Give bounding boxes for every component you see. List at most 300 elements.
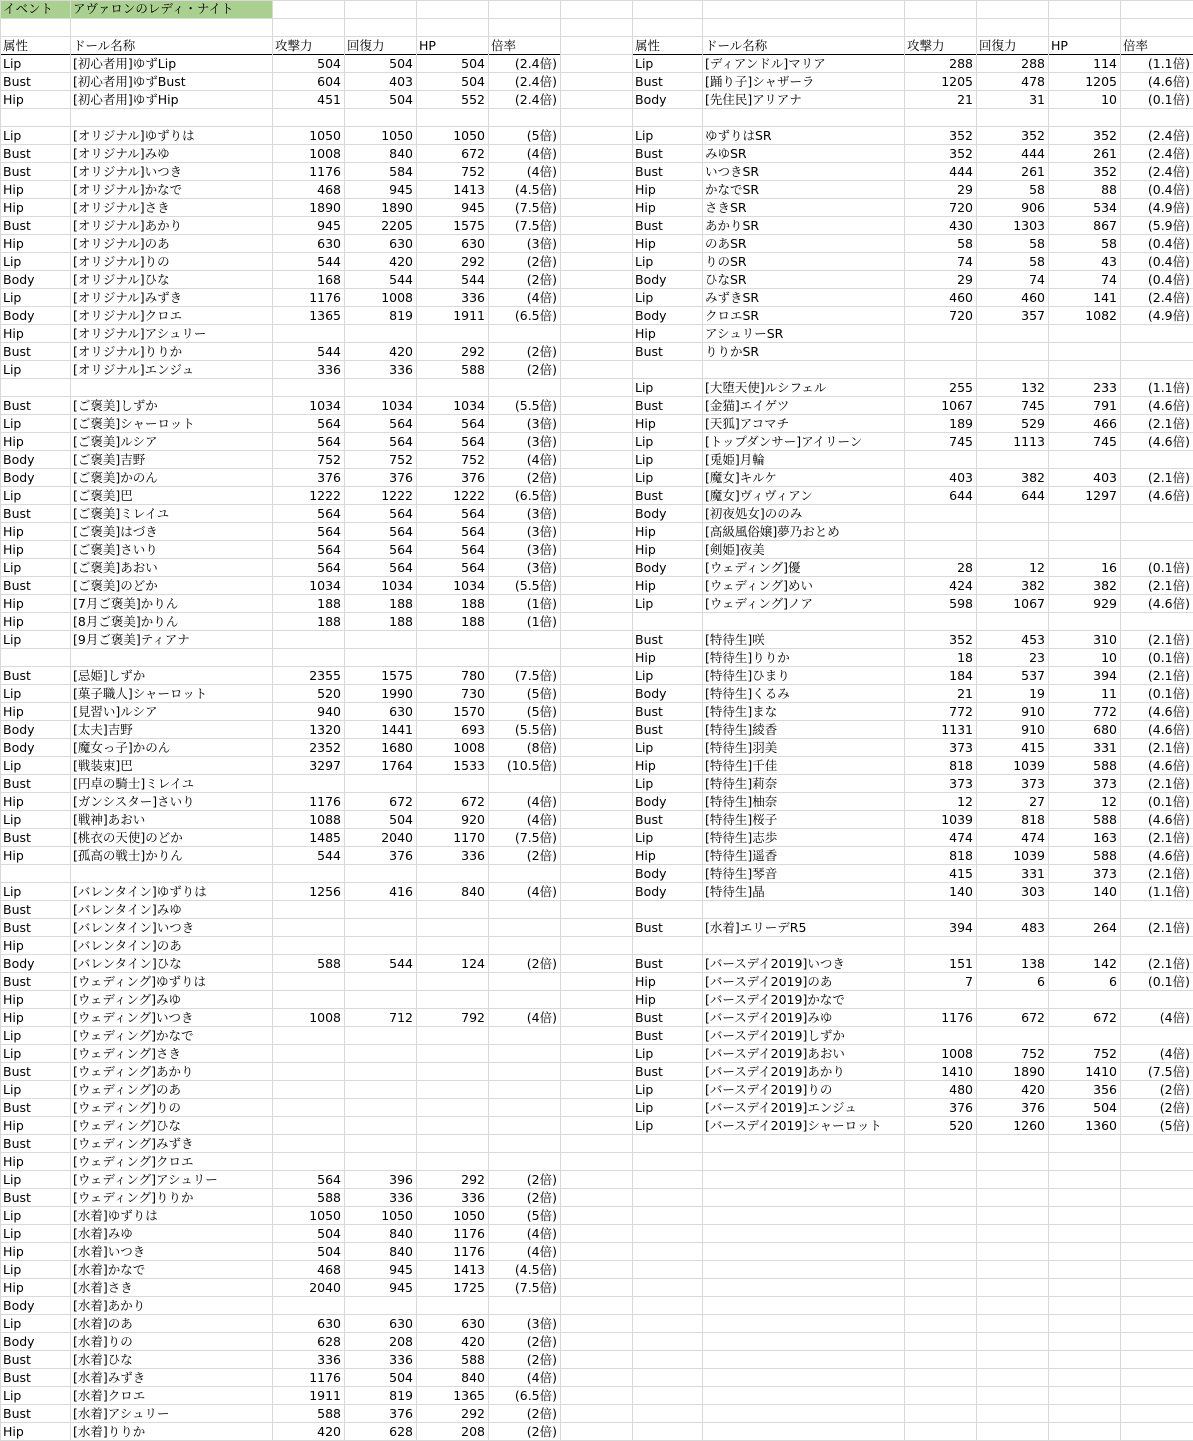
right-cell-doll-name[interactable]: [特待生]綾香 [705, 722, 778, 737]
left-cell-hp[interactable]: 840 [461, 884, 485, 899]
right-cell-recovery[interactable]: 331 [1021, 866, 1045, 881]
right-cell-recovery[interactable]: 1113 [1013, 434, 1045, 449]
left-cell-doll-name[interactable]: [ご褒美]シャーロット [73, 416, 195, 431]
left-cell-doll-name[interactable]: [オリジナル]あかり [73, 218, 183, 233]
left-cell-multiplier[interactable]: (2倍) [526, 254, 557, 269]
left-cell-recovery[interactable]: 2040 [381, 830, 413, 845]
right-cell-doll-name[interactable]: [水着]エリーデR5 [705, 920, 807, 935]
left-cell-multiplier[interactable]: (2.4倍) [514, 92, 557, 107]
left-cell-attack[interactable]: 520 [317, 686, 341, 701]
left-cell-attribute[interactable]: Hip [3, 200, 24, 215]
right-cell-multiplier[interactable]: (2.1倍) [1147, 776, 1190, 791]
left-cell-recovery[interactable]: 396 [389, 1172, 413, 1187]
left-cell-multiplier[interactable]: (2倍) [526, 1334, 557, 1349]
left-cell-recovery[interactable]: 819 [389, 308, 413, 323]
left-cell-hp[interactable]: 1365 [453, 1388, 485, 1403]
left-cell-hp[interactable]: 780 [461, 668, 485, 683]
left-cell-doll-name[interactable]: [水着]あかり [73, 1298, 146, 1313]
right-cell-hp[interactable]: 1297 [1085, 488, 1117, 503]
left-cell-multiplier[interactable]: (2倍) [526, 848, 557, 863]
left-cell-multiplier[interactable]: (4倍) [526, 812, 557, 827]
right-cell-recovery[interactable]: 444 [1021, 146, 1045, 161]
right-cell-recovery[interactable]: 672 [1021, 1010, 1045, 1025]
right-cell-recovery[interactable]: 910 [1021, 722, 1045, 737]
left-cell-doll-name[interactable]: [ご褒美]吉野 [73, 452, 146, 467]
right-cell-doll-name[interactable]: [特待生]ひまり [705, 668, 790, 683]
right-cell-attribute[interactable]: Bust [635, 146, 663, 161]
left-cell-multiplier[interactable]: (7.5倍) [514, 218, 557, 233]
left-cell-doll-name[interactable]: [桃衣の天使]のどか [73, 830, 183, 845]
left-cell-multiplier[interactable]: (7.5倍) [514, 1280, 557, 1295]
left-cell-attack[interactable]: 630 [317, 236, 341, 251]
left-cell-attack[interactable]: 588 [317, 956, 341, 971]
right-cell-recovery[interactable]: 1039 [1013, 758, 1045, 773]
right-cell-attribute[interactable]: Body [635, 560, 667, 575]
right-cell-doll-name[interactable]: [特待生]りりか [705, 650, 790, 665]
left-cell-hp[interactable]: 504 [461, 56, 485, 71]
right-cell-multiplier[interactable]: (0.1倍) [1147, 974, 1190, 989]
right-cell-attribute[interactable]: Bust [635, 398, 663, 413]
left-cell-hp[interactable]: 840 [461, 1370, 485, 1385]
right-cell-doll-name[interactable]: [魔女]ヴィヴィアン [705, 488, 813, 503]
left-cell-attack[interactable]: 1485 [309, 830, 341, 845]
left-cell-attribute[interactable]: Hip [3, 596, 24, 611]
right-cell-doll-name[interactable]: [特待生]柚奈 [705, 794, 778, 809]
left-cell-attack[interactable]: 1176 [309, 164, 341, 179]
right-cell-hp[interactable]: 745 [1093, 434, 1117, 449]
left-cell-doll-name[interactable]: [ウェディング]いつき [73, 1010, 194, 1025]
left-cell-doll-name[interactable]: [オリジナル]ひな [73, 272, 170, 287]
right-cell-recovery[interactable]: 818 [1021, 812, 1045, 827]
right-cell-doll-name[interactable]: アシュリーSR [705, 326, 784, 341]
left-cell-hp[interactable]: 588 [461, 362, 485, 377]
left-cell-attribute[interactable]: Bust [3, 776, 31, 791]
left-cell-multiplier[interactable]: (4倍) [526, 146, 557, 161]
left-cell-recovery[interactable]: 504 [389, 812, 413, 827]
left-cell-attribute[interactable]: Lip [3, 1172, 22, 1187]
right-cell-doll-name[interactable]: [バースデイ2019]いつき [705, 956, 845, 971]
left-cell-attack[interactable]: 588 [317, 1190, 341, 1205]
left-cell-attribute[interactable]: Hip [3, 182, 24, 197]
right-cell-attribute[interactable]: Lip [635, 254, 654, 269]
right-cell-hp[interactable]: 534 [1093, 200, 1117, 215]
left-cell-doll-name[interactable]: [7月ご褒美]かりん [73, 596, 179, 611]
left-cell-attribute[interactable]: Bust [3, 146, 31, 161]
left-header-multiplier[interactable]: 倍率 [488, 37, 560, 55]
right-cell-attack[interactable]: 1039 [941, 812, 973, 827]
right-cell-attack[interactable]: 1205 [941, 74, 973, 89]
right-cell-multiplier[interactable]: (4.6倍) [1147, 596, 1190, 611]
right-cell-recovery[interactable]: 910 [1021, 704, 1045, 719]
left-cell-attribute[interactable]: Lip [3, 1082, 22, 1097]
left-cell-recovery[interactable]: 1034 [381, 578, 413, 593]
right-cell-doll-name[interactable]: [特待生]羽美 [705, 740, 778, 755]
right-cell-attack[interactable]: 480 [949, 1082, 973, 1097]
right-cell-doll-name[interactable]: りりかSR [705, 344, 760, 359]
right-cell-doll-name[interactable]: みずきSR [705, 290, 760, 305]
left-cell-multiplier[interactable]: (8倍) [526, 740, 557, 755]
right-cell-recovery[interactable]: 382 [1021, 470, 1045, 485]
left-cell-doll-name[interactable]: [円卓の騎士]ミレイユ [73, 776, 195, 791]
left-cell-doll-name[interactable]: [水着]みゆ [73, 1226, 133, 1241]
right-cell-attack[interactable]: 28 [957, 560, 973, 575]
left-cell-doll-name[interactable]: [ウェディング]クロエ [73, 1154, 194, 1169]
left-cell-attribute[interactable]: Bust [3, 1352, 31, 1367]
right-cell-doll-name[interactable]: [魔女]キルケ [705, 470, 777, 485]
left-cell-attack[interactable]: 2352 [309, 740, 341, 755]
right-cell-recovery[interactable]: 27 [1029, 794, 1045, 809]
right-cell-doll-name[interactable]: [初夜処女]ののみ [705, 506, 803, 521]
left-cell-attack[interactable]: 504 [317, 1244, 341, 1259]
right-cell-multiplier[interactable]: (4.6倍) [1147, 848, 1190, 863]
right-cell-doll-name[interactable]: [バースデイ2019]りの [705, 1082, 833, 1097]
left-cell-recovery[interactable]: 188 [389, 614, 413, 629]
left-cell-attribute[interactable]: Hip [3, 704, 24, 719]
left-cell-attack[interactable]: 1320 [309, 722, 341, 737]
right-cell-attack[interactable]: 12 [957, 794, 973, 809]
left-cell-recovery[interactable]: 564 [389, 416, 413, 431]
left-cell-hp[interactable]: 1413 [453, 1262, 485, 1277]
left-cell-attribute[interactable]: Lip [3, 632, 22, 647]
left-cell-multiplier[interactable]: (4倍) [526, 1370, 557, 1385]
left-cell-attribute[interactable]: Body [3, 1334, 35, 1349]
right-cell-multiplier[interactable]: (2.1倍) [1147, 956, 1190, 971]
left-cell-attribute[interactable]: Bust [3, 1406, 31, 1421]
left-cell-hp[interactable]: 504 [461, 74, 485, 89]
left-cell-multiplier[interactable]: (2倍) [526, 272, 557, 287]
left-cell-attribute[interactable]: Lip [3, 1046, 22, 1061]
left-cell-hp[interactable]: 1533 [453, 758, 485, 773]
right-cell-multiplier[interactable]: (2.4倍) [1147, 128, 1190, 143]
right-cell-multiplier[interactable]: (2.1倍) [1147, 740, 1190, 755]
right-cell-attack[interactable]: 474 [949, 830, 973, 845]
left-cell-attack[interactable]: 3297 [309, 758, 341, 773]
right-cell-hp[interactable]: 12 [1101, 794, 1117, 809]
right-cell-recovery[interactable]: 537 [1021, 668, 1045, 683]
left-cell-doll-name[interactable]: [水着]りりか [73, 1424, 146, 1439]
right-cell-recovery[interactable]: 138 [1021, 956, 1045, 971]
left-cell-attack[interactable]: 564 [317, 416, 341, 431]
left-cell-attack[interactable]: 544 [317, 848, 341, 863]
left-cell-attack[interactable]: 1176 [309, 1370, 341, 1385]
left-cell-doll-name[interactable]: [ご褒美]はづき [73, 524, 158, 539]
left-cell-hp[interactable]: 1008 [453, 740, 485, 755]
right-cell-doll-name[interactable]: [兎姫]月輪 [705, 452, 765, 467]
left-cell-attribute[interactable]: Lip [3, 1262, 22, 1277]
right-cell-attack[interactable]: 373 [949, 776, 973, 791]
left-cell-hp[interactable]: 376 [461, 470, 485, 485]
right-cell-multiplier[interactable]: (2.4倍) [1147, 164, 1190, 179]
right-cell-attack[interactable]: 58 [957, 236, 973, 251]
left-cell-recovery[interactable]: 376 [389, 1406, 413, 1421]
left-cell-doll-name[interactable]: [バレンタイン]ひな [73, 956, 182, 971]
left-cell-multiplier[interactable]: (2倍) [526, 362, 557, 377]
right-cell-attribute[interactable]: Lip [635, 776, 654, 791]
right-cell-attack[interactable]: 1176 [941, 1010, 973, 1025]
right-cell-hp[interactable]: 672 [1093, 1010, 1117, 1025]
right-cell-doll-name[interactable]: ひなSR [705, 272, 747, 287]
left-cell-attribute[interactable]: Hip [3, 992, 24, 1007]
left-cell-multiplier[interactable]: (5倍) [526, 686, 557, 701]
right-cell-attack[interactable]: 352 [949, 632, 973, 647]
event-label-cell[interactable]: イベント [3, 1, 54, 16]
right-cell-attribute[interactable]: Bust [635, 344, 663, 359]
left-cell-recovery[interactable]: 188 [389, 596, 413, 611]
right-cell-multiplier[interactable]: (2.1倍) [1147, 632, 1190, 647]
right-cell-hp[interactable]: 352 [1093, 128, 1117, 143]
right-cell-attack[interactable]: 352 [949, 128, 973, 143]
left-cell-attribute[interactable]: Bust [3, 1100, 31, 1115]
right-cell-recovery[interactable]: 19 [1029, 686, 1045, 701]
left-cell-multiplier[interactable]: (4倍) [526, 1244, 557, 1259]
left-cell-multiplier[interactable]: (5倍) [526, 128, 557, 143]
right-cell-attack[interactable]: 818 [949, 758, 973, 773]
left-cell-attack[interactable]: 188 [317, 596, 341, 611]
left-cell-multiplier[interactable]: (5倍) [526, 1208, 557, 1223]
left-cell-doll-name[interactable]: [ウェディング]みずき [73, 1136, 194, 1151]
left-cell-hp[interactable]: 588 [461, 1352, 485, 1367]
left-cell-attack[interactable]: 2040 [309, 1280, 341, 1295]
right-cell-recovery[interactable]: 74 [1029, 272, 1045, 287]
left-cell-doll-name[interactable]: [水着]ひな [73, 1352, 133, 1367]
right-cell-hp[interactable]: 588 [1093, 812, 1117, 827]
left-cell-attack[interactable]: 564 [317, 524, 341, 539]
right-cell-multiplier[interactable]: (2.1倍) [1147, 578, 1190, 593]
right-cell-recovery[interactable]: 23 [1029, 650, 1045, 665]
left-cell-multiplier[interactable]: (7.5倍) [514, 200, 557, 215]
left-cell-hp[interactable]: 752 [461, 452, 485, 467]
left-cell-attribute[interactable]: Bust [3, 164, 31, 179]
right-cell-recovery[interactable]: 478 [1021, 74, 1045, 89]
right-cell-doll-name[interactable]: [トップダンサー]アイリーン [705, 434, 863, 449]
left-cell-attack[interactable]: 188 [317, 614, 341, 629]
right-cell-attribute[interactable]: Bust [635, 164, 663, 179]
right-cell-doll-name[interactable]: [特待生]志歩 [705, 830, 778, 845]
right-cell-doll-name[interactable]: のあSR [705, 236, 747, 251]
left-cell-doll-name[interactable]: [オリジナル]エンジュ [73, 362, 195, 377]
right-cell-doll-name[interactable]: [天狐]アコマチ [705, 416, 790, 431]
left-cell-hp[interactable]: 336 [461, 290, 485, 305]
left-cell-recovery[interactable]: 376 [389, 470, 413, 485]
right-cell-hp[interactable]: 929 [1093, 596, 1117, 611]
left-cell-attribute[interactable]: Lip [3, 1226, 22, 1241]
left-cell-attribute[interactable]: Bust [3, 506, 31, 521]
right-cell-attack[interactable]: 74 [957, 254, 973, 269]
right-cell-hp[interactable]: 43 [1101, 254, 1117, 269]
right-cell-recovery[interactable]: 745 [1021, 398, 1045, 413]
left-cell-attack[interactable]: 168 [317, 272, 341, 287]
right-cell-attribute[interactable]: Lip [635, 434, 654, 449]
right-cell-recovery[interactable]: 288 [1021, 56, 1045, 71]
right-cell-attack[interactable]: 444 [949, 164, 973, 179]
left-cell-attribute[interactable]: Hip [3, 542, 24, 557]
right-cell-attack[interactable]: 21 [957, 686, 973, 701]
right-cell-hp[interactable]: 142 [1093, 956, 1117, 971]
right-cell-attribute[interactable]: Hip [635, 182, 656, 197]
left-cell-doll-name[interactable]: [ご褒美]しずか [73, 398, 158, 413]
left-cell-hp[interactable]: 1034 [453, 578, 485, 593]
left-cell-multiplier[interactable]: (2倍) [526, 470, 557, 485]
right-cell-doll-name[interactable]: [ディアンドル]マリア [705, 56, 826, 71]
left-cell-attack[interactable]: 544 [317, 254, 341, 269]
right-cell-doll-name[interactable]: [特待生]くるみ [705, 686, 790, 701]
left-cell-attribute[interactable]: Hip [3, 1280, 24, 1295]
left-cell-attribute[interactable]: Hip [3, 1424, 24, 1439]
right-cell-attribute[interactable]: Body [635, 866, 667, 881]
left-cell-doll-name[interactable]: [水着]クロエ [73, 1388, 146, 1403]
right-cell-hp[interactable]: 88 [1101, 182, 1117, 197]
left-cell-hp[interactable]: 124 [461, 956, 485, 971]
right-cell-multiplier[interactable]: (2.1倍) [1147, 470, 1190, 485]
left-cell-attribute[interactable]: Hip [3, 326, 24, 341]
left-cell-hp[interactable]: 1176 [453, 1244, 485, 1259]
left-cell-doll-name[interactable]: [菓子職人]シャーロット [73, 686, 208, 701]
left-cell-recovery[interactable]: 2205 [381, 218, 413, 233]
left-cell-attribute[interactable]: Bust [3, 830, 31, 845]
right-cell-attack[interactable]: 520 [949, 1118, 973, 1133]
right-cell-recovery[interactable]: 1067 [1013, 596, 1045, 611]
right-cell-attribute[interactable]: Bust [635, 1028, 663, 1043]
right-cell-multiplier[interactable]: (4倍) [1159, 1046, 1190, 1061]
right-cell-doll-name[interactable]: あかりSR [705, 218, 760, 233]
right-cell-doll-name[interactable]: [バースデイ2019]あかり [705, 1064, 845, 1079]
right-cell-doll-name[interactable]: [バースデイ2019]みゆ [705, 1010, 833, 1025]
right-cell-doll-name[interactable]: [バースデイ2019]のあ [705, 974, 833, 989]
left-cell-doll-name[interactable]: [オリジナル]かなで [73, 182, 183, 197]
left-cell-recovery[interactable]: 630 [389, 236, 413, 251]
left-cell-attribute[interactable]: Body [3, 956, 35, 971]
left-cell-attribute[interactable]: Hip [3, 848, 24, 863]
left-cell-recovery[interactable]: 544 [389, 956, 413, 971]
right-cell-recovery[interactable]: 132 [1021, 380, 1045, 395]
left-cell-attack[interactable]: 1256 [309, 884, 341, 899]
left-cell-multiplier[interactable]: (3倍) [526, 506, 557, 521]
right-cell-recovery[interactable]: 382 [1021, 578, 1045, 593]
left-cell-multiplier[interactable]: (2倍) [526, 956, 557, 971]
left-cell-recovery[interactable]: 840 [389, 1226, 413, 1241]
left-cell-doll-name[interactable]: [オリジナル]みずき [73, 290, 183, 305]
left-cell-multiplier[interactable]: (4.5倍) [514, 1262, 557, 1277]
right-cell-attack[interactable]: 644 [949, 488, 973, 503]
left-cell-attack[interactable]: 1911 [309, 1388, 341, 1403]
left-cell-multiplier[interactable]: (2倍) [526, 1172, 557, 1187]
left-cell-multiplier[interactable]: (3倍) [526, 542, 557, 557]
left-cell-attribute[interactable]: Lip [3, 290, 22, 305]
left-cell-doll-name[interactable]: [水着]さき [73, 1280, 133, 1295]
right-cell-attack[interactable]: 140 [949, 884, 973, 899]
right-cell-attribute[interactable]: Bust [635, 704, 663, 719]
right-cell-doll-name[interactable]: クロエSR [705, 308, 760, 323]
left-cell-hp[interactable]: 1170 [453, 830, 485, 845]
left-cell-recovery[interactable]: 1990 [381, 686, 413, 701]
right-cell-multiplier[interactable]: (2.4倍) [1147, 290, 1190, 305]
left-cell-doll-name[interactable]: [バレンタイン]みゆ [73, 902, 182, 917]
left-cell-doll-name[interactable]: [水着]いつき [73, 1244, 146, 1259]
right-cell-multiplier[interactable]: (0.1倍) [1147, 794, 1190, 809]
right-cell-attack[interactable]: 151 [949, 956, 973, 971]
right-cell-recovery[interactable]: 420 [1021, 1082, 1045, 1097]
left-cell-doll-name[interactable]: [ウェディング]りの [73, 1100, 182, 1115]
right-cell-recovery[interactable]: 483 [1021, 920, 1045, 935]
left-cell-doll-name[interactable]: [ガンシスター]さいり [73, 794, 195, 809]
left-cell-multiplier[interactable]: (1倍) [526, 596, 557, 611]
left-cell-recovery[interactable]: 544 [389, 272, 413, 287]
left-cell-attack[interactable]: 1008 [309, 1010, 341, 1025]
right-cell-recovery[interactable]: 1039 [1013, 848, 1045, 863]
right-cell-multiplier[interactable]: (4.6倍) [1147, 758, 1190, 773]
left-cell-doll-name[interactable]: [バレンタイン]いつき [73, 920, 195, 935]
right-cell-multiplier[interactable]: (0.1倍) [1147, 560, 1190, 575]
left-cell-doll-name[interactable]: [8月ご褒美]かりん [73, 614, 179, 629]
right-cell-attribute[interactable]: Hip [635, 416, 656, 431]
right-cell-attack[interactable]: 818 [949, 848, 973, 863]
right-cell-hp[interactable]: 772 [1093, 704, 1117, 719]
left-cell-multiplier[interactable]: (6.5倍) [514, 308, 557, 323]
right-cell-attribute[interactable]: Body [635, 884, 667, 899]
left-cell-recovery[interactable]: 584 [389, 164, 413, 179]
right-cell-attribute[interactable]: Hip [635, 542, 656, 557]
left-cell-hp[interactable]: 336 [461, 1190, 485, 1205]
right-cell-recovery[interactable]: 357 [1021, 308, 1045, 323]
right-cell-attribute[interactable]: Lip [635, 470, 654, 485]
left-cell-hp[interactable]: 552 [461, 92, 485, 107]
right-header-recovery[interactable]: 回復力 [976, 37, 1048, 55]
right-cell-attribute[interactable]: Body [635, 308, 667, 323]
right-cell-doll-name[interactable]: [金猫]エイゲツ [705, 398, 790, 413]
right-cell-multiplier[interactable]: (2.1倍) [1147, 668, 1190, 683]
right-cell-attribute[interactable]: Lip [635, 740, 654, 755]
right-cell-attribute[interactable]: Lip [635, 380, 654, 395]
right-cell-attack[interactable]: 415 [949, 866, 973, 881]
left-cell-doll-name[interactable]: [ご褒美]巴 [73, 488, 133, 503]
right-cell-doll-name[interactable]: [ウェディング]めい [705, 578, 814, 593]
left-cell-doll-name[interactable]: [ご褒美]かのん [73, 470, 158, 485]
right-cell-recovery[interactable]: 1890 [1013, 1064, 1045, 1079]
right-cell-multiplier[interactable]: (4.6倍) [1147, 434, 1190, 449]
left-cell-doll-name[interactable]: [戦装束]巴 [73, 758, 133, 773]
left-cell-attribute[interactable]: Lip [3, 560, 22, 575]
left-cell-attack[interactable]: 1365 [309, 308, 341, 323]
left-cell-hp[interactable]: 920 [461, 812, 485, 827]
right-cell-attribute[interactable]: Bust [635, 1010, 663, 1025]
left-cell-attack[interactable]: 1034 [309, 578, 341, 593]
left-cell-doll-name[interactable]: [水着]のあ [73, 1316, 133, 1331]
left-cell-attack[interactable]: 564 [317, 434, 341, 449]
left-cell-multiplier[interactable]: (5.5倍) [514, 722, 557, 737]
right-cell-attribute[interactable]: Bust [635, 812, 663, 827]
left-cell-recovery[interactable]: 564 [389, 560, 413, 575]
right-cell-multiplier[interactable]: (4.6倍) [1147, 74, 1190, 89]
left-cell-hp[interactable]: 693 [461, 722, 485, 737]
left-cell-attribute[interactable]: Bust [3, 74, 31, 89]
left-cell-multiplier[interactable]: (5.5倍) [514, 398, 557, 413]
left-cell-hp[interactable]: 292 [461, 254, 485, 269]
right-cell-multiplier[interactable]: (0.4倍) [1147, 236, 1190, 251]
left-cell-hp[interactable]: 1050 [453, 1208, 485, 1223]
left-cell-doll-name[interactable]: [ウェディング]かなで [73, 1028, 194, 1043]
left-cell-multiplier[interactable]: (2倍) [526, 1352, 557, 1367]
left-cell-recovery[interactable]: 420 [389, 254, 413, 269]
right-cell-multiplier[interactable]: (2倍) [1159, 1100, 1190, 1115]
right-cell-multiplier[interactable]: (0.4倍) [1147, 272, 1190, 287]
left-cell-doll-name[interactable]: [ウェディング]あかり [73, 1064, 194, 1079]
left-cell-recovery[interactable]: 336 [389, 1352, 413, 1367]
right-cell-doll-name[interactable]: [特待生]咲 [705, 632, 765, 647]
right-cell-recovery[interactable]: 1260 [1013, 1118, 1045, 1133]
right-cell-hp[interactable]: 394 [1093, 668, 1117, 683]
right-cell-attribute[interactable]: Body [635, 794, 667, 809]
left-cell-attack[interactable]: 628 [317, 1334, 341, 1349]
